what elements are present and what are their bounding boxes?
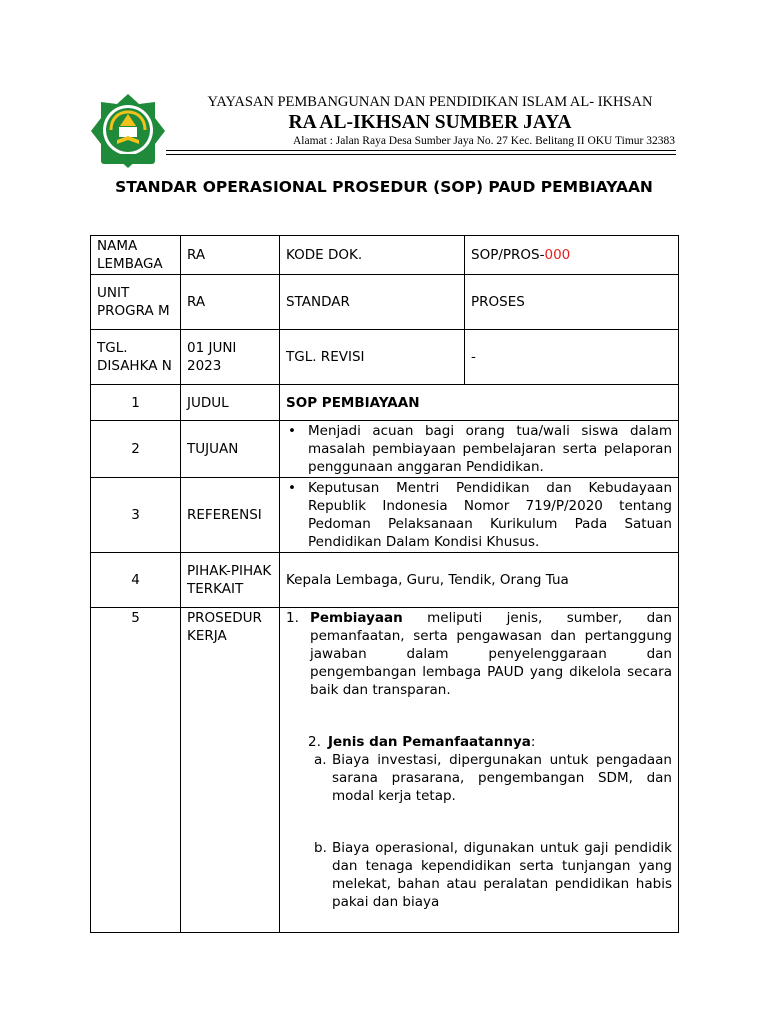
- header-rule-top: [166, 150, 676, 151]
- procedure-item: [286, 733, 672, 751]
- row-number: 1: [91, 385, 181, 421]
- row-content: [280, 608, 679, 933]
- kode-dok-number: 000: [544, 247, 571, 263]
- nama-lembaga-label: NAMA LEMBAGA: [91, 236, 181, 275]
- procedure-item: [286, 609, 672, 699]
- document-title: STANDAR OPERASIONAL PROSEDUR (SOP) PAUD PEMBIAYAAN: [115, 178, 653, 196]
- row-number: 3: [91, 478, 181, 553]
- sub-item-text: Biaya operasional, digunakan untuk gaji pendidik dan tenaga kependidikan serta tunjangan yang melekat, bahan atau peralatan pendidikan habis pakai dan biaya: [332, 840, 672, 910]
- table-row: [91, 385, 679, 421]
- sub-item: [286, 839, 672, 911]
- standar-value: PROSES: [465, 275, 679, 330]
- table-row: [91, 236, 679, 275]
- school-address: Alamat : Jalan Raya Desa Sumber Jaya No. 27 Kec. Belitang II OKU Timur 32383: [293, 135, 675, 147]
- row-content: [280, 421, 679, 478]
- item-number: 1.: [286, 610, 299, 626]
- row-content: Kepala Lembaga, Guru, Tendik, Orang Tua: [280, 553, 679, 608]
- row-label: TUJUAN: [181, 421, 280, 478]
- sub-item-letter: b.: [314, 840, 327, 856]
- tgl-revisi-label: TGL. REVISI: [280, 330, 465, 385]
- item-colon: :: [530, 734, 536, 750]
- row-label: PROSEDUR KERJA: [181, 608, 280, 933]
- sop-table: [90, 235, 679, 933]
- foundation-name: YAYASAN PEMBANGUNAN DAN PENDIDIKAN ISLAM AL- IKHSAN: [207, 94, 653, 110]
- item-rest: meliputi jenis, sumber, dan pemanfaatan, serta pengawasan dan pertanggung jawaban dalam penyelenggaraan dan pengembangan lembaga PAUD yang dikelola secara baik dan transparan.: [310, 610, 672, 698]
- sub-item-text: Biaya investasi, dipergunakan untuk pengadaan sarana prasarana, pengembangan SDM, dan modal kerja tetap.: [332, 752, 672, 804]
- school-name: RA AL-IKHSAN SUMBER JAYA: [288, 112, 572, 133]
- row-number: 5: [91, 608, 181, 933]
- item-bold: Pembiayaan: [310, 610, 403, 626]
- standar-label: STANDAR: [280, 275, 465, 330]
- row-content: [280, 478, 679, 553]
- sub-item-letter: a.: [314, 752, 327, 768]
- table-row: [91, 608, 679, 933]
- table-row: [91, 553, 679, 608]
- tgl-disahkan-label: TGL. DISAHKA N: [91, 330, 181, 385]
- item-number: 2.: [308, 734, 321, 750]
- bullet-item: • Keputusan Mentri Pendidikan dan Kebudayaan Republik Indonesia Nomor 719/P/2020 tentang Pedoman Pelaksanaan Kurikulum Pada Satuan Pendidikan Dalam Kondisi Khusus.: [286, 479, 672, 551]
- bullet-item: • Menjadi acuan bagi orang tua/wali siswa dalam masalah pembiayaan pembelajaran serta pelaporan penggunaan anggaran Pendidikan.: [286, 422, 672, 476]
- tgl-revisi-value: -: [465, 330, 679, 385]
- row-number: 2: [91, 421, 181, 478]
- header-rule-bottom: [166, 154, 676, 155]
- table-row: [91, 275, 679, 330]
- item-text: [328, 733, 672, 751]
- nama-lembaga-value: RA: [181, 236, 280, 275]
- table-row: [91, 478, 679, 553]
- table-row: [91, 330, 679, 385]
- kode-dok-prefix: SOP/PROS-: [471, 247, 545, 263]
- table-row: [91, 421, 679, 478]
- kode-dok-label: KODE DOK.: [280, 236, 465, 275]
- row-number: 4: [91, 553, 181, 608]
- unit-program-value: RA: [181, 275, 280, 330]
- sub-item: [286, 751, 672, 805]
- item-text: [310, 609, 672, 699]
- row-content: SOP PEMBIAYAAN: [280, 385, 679, 421]
- row-label: REFERENSI: [181, 478, 280, 553]
- institution-logo: [89, 92, 167, 170]
- row-label: PIHAK-PIHAK TERKAIT: [181, 553, 280, 608]
- unit-program-label: UNIT PROGRA M: [91, 275, 181, 330]
- kode-dok-value: [465, 236, 679, 275]
- item-bold: Jenis dan Pemanfaatannya: [328, 734, 531, 750]
- row-label: JUDUL: [181, 385, 280, 421]
- tgl-disahkan-value: 01 JUNI 2023: [181, 330, 280, 385]
